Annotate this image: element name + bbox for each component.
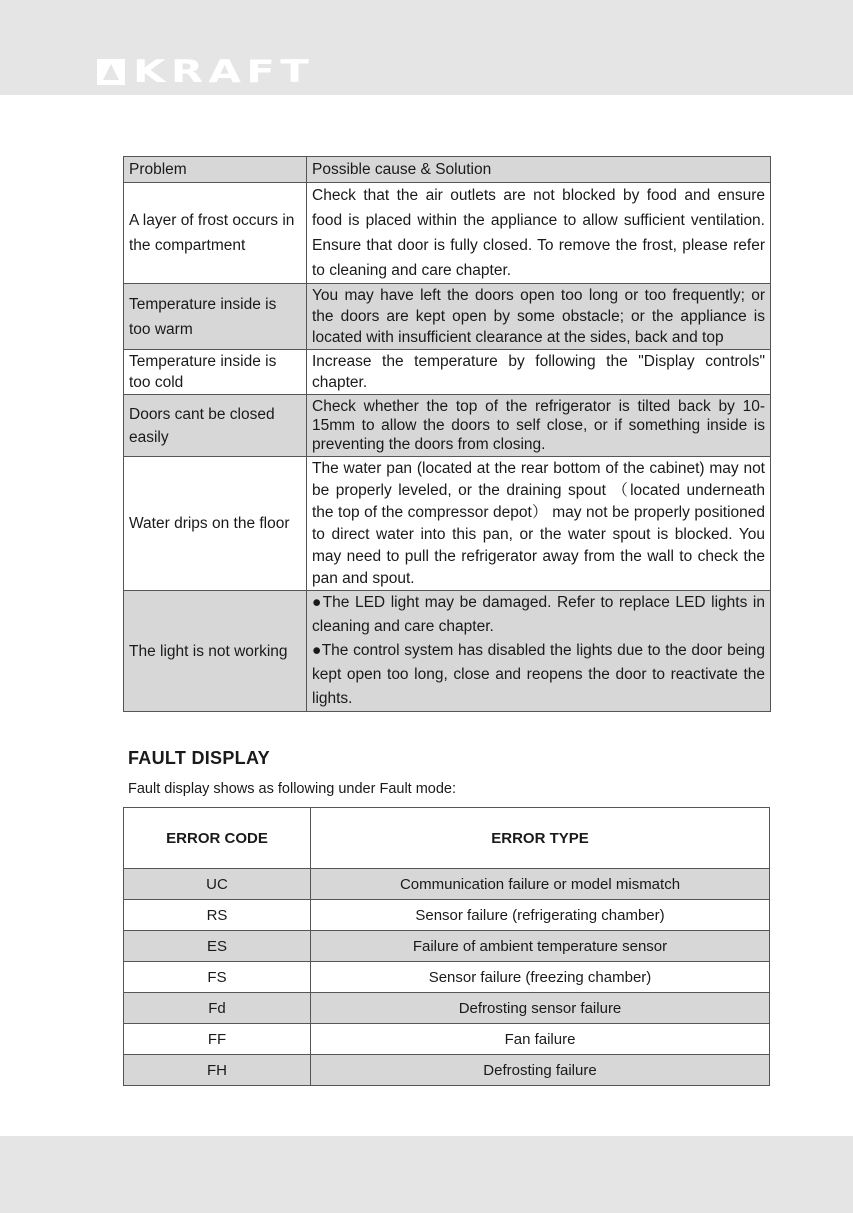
table-row bbox=[124, 962, 770, 993]
error-type-cell: Communication failure or model mismatch bbox=[311, 869, 770, 900]
troubleshooting-table bbox=[123, 156, 771, 712]
header-solution: Possible cause & Solution bbox=[307, 157, 771, 183]
table-row bbox=[124, 900, 770, 931]
error-code-cell: FS bbox=[124, 962, 311, 993]
logo-text: KRAFT bbox=[133, 53, 315, 90]
table-row bbox=[124, 993, 770, 1024]
table-row bbox=[124, 1055, 770, 1086]
problem-cell: A layer of frost occurs in the compartment bbox=[124, 183, 307, 284]
solution-cell: You may have left the doors open too long or too frequently; or the doors are kept open by some obstacle; or the appliance is located with insufficient clearance at the sides, back and top bbox=[307, 284, 771, 350]
problem-cell: Water drips on the floor bbox=[124, 457, 307, 591]
header-error-code: ERROR CODE bbox=[124, 808, 311, 869]
brand-logo bbox=[97, 53, 315, 90]
error-code-cell: UC bbox=[124, 869, 311, 900]
solution-cell: Increase the temperature by following the "Display controls" chapter. bbox=[307, 350, 771, 395]
problem-cell: Doors cant be closed easily bbox=[124, 395, 307, 457]
table-row bbox=[124, 284, 771, 350]
table-row bbox=[124, 350, 771, 395]
table-row bbox=[124, 591, 771, 712]
error-code-cell: FH bbox=[124, 1055, 311, 1086]
header-problem: Problem bbox=[124, 157, 307, 183]
logo-mark-icon bbox=[97, 59, 125, 85]
section-description: Fault display shows as following under Fault mode: bbox=[128, 781, 457, 797]
page-footer bbox=[0, 1136, 853, 1213]
solution-cell: The water pan (located at the rear bottom of the cabinet) may not be properly leveled, or the draining spout （located underneath the top of the compressor depot） may not be properly positioned to direct water into this pan, or the water spout is blocked. You may need to pull the refrigerator away from the wall to check the pan and spout. bbox=[307, 457, 771, 591]
table-row bbox=[124, 395, 771, 457]
header-error-type: ERROR TYPE bbox=[311, 808, 770, 869]
error-type-cell: Failure of ambient temperature sensor bbox=[311, 931, 770, 962]
section-title: FAULT DISPLAY bbox=[128, 748, 270, 768]
table-row bbox=[124, 457, 771, 591]
error-type-cell: Defrosting sensor failure bbox=[311, 993, 770, 1024]
error-type-cell: Fan failure bbox=[311, 1024, 770, 1055]
table-row bbox=[124, 869, 770, 900]
problem-cell: Temperature inside is too warm bbox=[124, 284, 307, 350]
table-header-row bbox=[124, 808, 770, 869]
table-header-row bbox=[124, 157, 771, 183]
solution-cell: Check that the air outlets are not blocked by food and ensure food is placed within the appliance to allow sufficient ventilation. Ensure that door is fully closed. To remove the frost, please refer to cleaning and care chapter. bbox=[307, 183, 771, 284]
error-code-cell: ES bbox=[124, 931, 311, 962]
error-code-cell: RS bbox=[124, 900, 311, 931]
problem-cell: The light is not working bbox=[124, 591, 307, 712]
problem-cell: Temperature inside is too cold bbox=[124, 350, 307, 395]
solution-bullet: ●The control system has disabled the lights due to the door being kept open too long, close and reopens the door to reactivate the lights. bbox=[312, 642, 765, 707]
table-row bbox=[124, 183, 771, 284]
page-header bbox=[0, 0, 853, 95]
table-row bbox=[124, 931, 770, 962]
error-code-cell: FF bbox=[124, 1024, 311, 1055]
error-code-cell: Fd bbox=[124, 993, 311, 1024]
error-type-cell: Sensor failure (freezing chamber) bbox=[311, 962, 770, 993]
error-type-cell: Defrosting failure bbox=[311, 1055, 770, 1086]
table-row bbox=[124, 1024, 770, 1055]
fault-table bbox=[123, 807, 770, 1086]
solution-cell: Check whether the top of the refrigerator is tilted back by 10-15mm to allow the doors to self close, or if something inside is preventing the doors from closing. bbox=[307, 395, 771, 457]
solution-bullet: ●The LED light may be damaged. Refer to replace LED lights in cleaning and care chapter. bbox=[312, 594, 765, 635]
error-type-cell: Sensor failure (refrigerating chamber) bbox=[311, 900, 770, 931]
solution-cell bbox=[307, 591, 771, 712]
